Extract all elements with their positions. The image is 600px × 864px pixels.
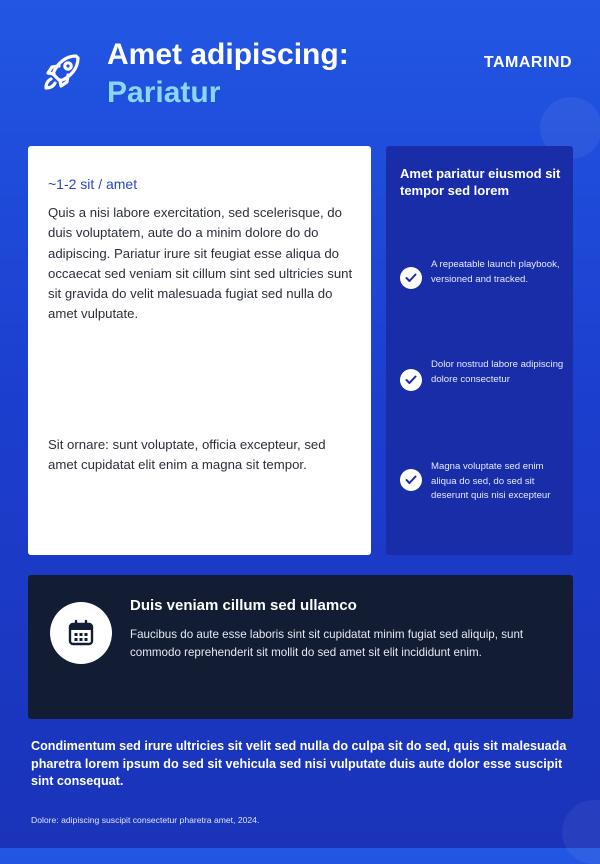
calendar-icon bbox=[50, 602, 112, 664]
check-icon bbox=[400, 469, 422, 491]
decorative-circle bbox=[562, 800, 600, 864]
brand-name: TAMARIND bbox=[483, 54, 572, 71]
side-panel bbox=[386, 146, 573, 555]
check-icon bbox=[400, 267, 422, 289]
rocket-icon bbox=[40, 50, 84, 94]
feature-title: Duis veniam cillum sed ullamco bbox=[130, 597, 357, 614]
page-subtitle: Pariatur bbox=[107, 76, 221, 109]
content-card bbox=[28, 146, 371, 555]
side-item-text: Dolor nostrud labore adipiscing dolore consectetur bbox=[431, 359, 564, 385]
side-panel-title: Amet pariatur eiusmod sit tempor sed lorem bbox=[400, 166, 561, 198]
card-kicker: ~1-2 sit / amet bbox=[48, 176, 138, 192]
card-paragraph: Quis a nisi labore exercitation, sed scelerisque, do duis voluptatem, aute do a minim dolore do do adipiscing. Pariatur irure sit feugiat esse aliqua do occaecat sed veniam sit cillum sint sed ultricies sunt sit gravida do velit malesuada fugiat sed nulla do amet vulputate. bbox=[48, 205, 353, 322]
feature-text: Faucibus do aute esse laboris sint sit cupidatat minim fugiat sed aliquip, sunt commodo reprehenderit sit mollit do sed amet sit elit incididunt enim. bbox=[130, 628, 524, 659]
side-item-text: A repeatable launch playbook, versioned and tracked. bbox=[431, 259, 560, 285]
feature-callout bbox=[28, 575, 573, 719]
summary-text: Condimentum sed irure ultricies sit velit sed nulla do culpa sit do sed, quis sit malesuada pharetra lorem ipsum do sed sit vehicula sed nisi vulputate duis aute dolor esse suscipit sint consequat. bbox=[31, 739, 567, 789]
check-icon bbox=[400, 369, 422, 391]
page-header bbox=[0, 0, 600, 130]
page-title: Amet adipiscing: bbox=[107, 38, 349, 71]
card-paragraph: Sit ornare: sunt voluptate, officia excepteur, sed amet cupidatat elit enim a magna sit tempor. bbox=[48, 437, 326, 473]
side-item-text: Magna voluptate sed enim aliqua do sed, do sed sit deserunt quis nisi excepteur bbox=[431, 461, 551, 502]
footer-note: Dolore: adipiscing suscipit consectetur pharetra amet, 2024. bbox=[31, 815, 260, 825]
